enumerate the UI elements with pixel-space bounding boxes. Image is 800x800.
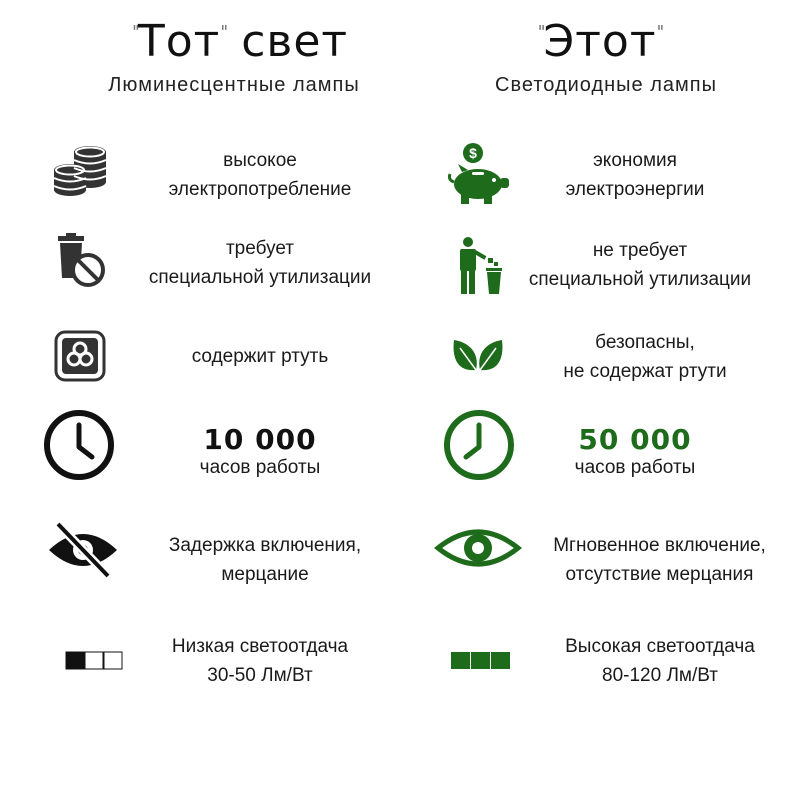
- right-row3-text: безопасны, не содержат ртути: [563, 332, 727, 382]
- coins-stack-icon: [52, 140, 110, 198]
- right-hours-label: часов работы: [574, 457, 696, 478]
- left-hours-number: 10 000: [203, 423, 317, 456]
- right-title: ''Этот'': [537, 16, 663, 67]
- right-subtitle: Светодиодные лампы: [495, 74, 717, 96]
- efficiency-bar-icon: [65, 651, 124, 670]
- left-hours-label: часов работы: [199, 457, 321, 478]
- left-row5-text: Задержка включения, мерцание: [168, 535, 362, 585]
- svg-text:$: $: [469, 145, 477, 161]
- left-row6-text: Низкая светоотдача 30-50 Лм/Вт: [171, 636, 349, 686]
- person-trash-icon: [456, 236, 506, 296]
- efficiency-bar-icon: [450, 651, 512, 670]
- left-row2-text: требует специальной утилизации: [148, 238, 372, 288]
- clock-icon: [442, 408, 516, 482]
- eye-crossed-icon: [46, 520, 120, 580]
- right-row6-text: Высокая светоотдача 80-120 Лм/Вт: [565, 636, 755, 686]
- right-row2-text: не требует специальной утилизации: [528, 240, 752, 290]
- leaves-icon: [450, 334, 506, 374]
- right-hours-number: 50 000: [578, 423, 692, 456]
- left-row1-text: высокое электропотребление: [168, 150, 352, 200]
- eye-icon: [434, 520, 522, 576]
- right-row5-text: Мгновенное включение, отсутствие мерцания: [553, 535, 766, 585]
- left-row3-text: содержит ртуть: [191, 346, 329, 367]
- right-row1-text: экономия электроэнергии: [565, 150, 705, 200]
- left-title: ''Тот'' свет: [131, 16, 349, 67]
- clock-icon: [42, 408, 116, 482]
- biohazard-icon: [54, 330, 106, 382]
- trash-prohibited-icon: [54, 232, 106, 290]
- piggy-bank-icon: [446, 140, 512, 206]
- left-subtitle: Люминесцентные лампы: [108, 74, 360, 96]
